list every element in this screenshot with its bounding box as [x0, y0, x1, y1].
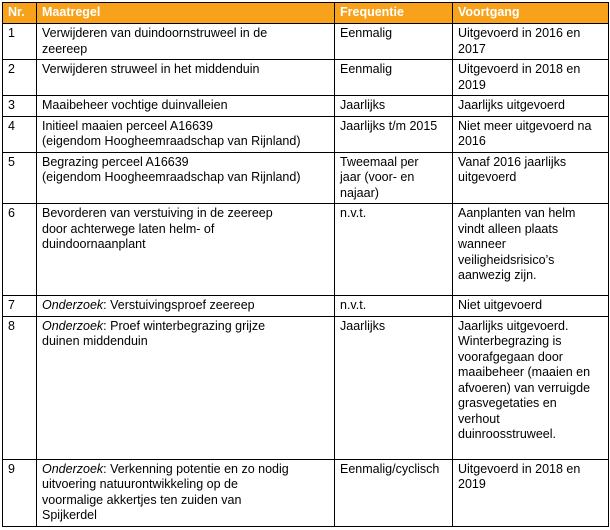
cell-voortgang	[453, 152, 609, 204]
cell-voortgang	[453, 24, 609, 60]
cell-line: Jaarlijks	[340, 318, 386, 333]
cell-voortgang	[453, 204, 609, 296]
cell-line: 2016	[458, 134, 486, 148]
maatregel-text: : Verstuivingsproef zeereep	[103, 298, 255, 312]
cell-maatregel	[37, 24, 335, 60]
cell-line: voorafgegaan door	[458, 349, 563, 364]
cell-frequentie	[335, 24, 453, 60]
cell-line: n.v.t.	[340, 206, 367, 220]
cell-frequentie	[335, 152, 453, 204]
cell-line: Jaarlijks	[340, 98, 386, 112]
cell-line: Jaarlijks t/m 2015	[340, 118, 438, 133]
onderzoek-label: Onderzoek	[42, 318, 104, 333]
cell-line: (eigendom Hoogheemraadschap van Rijnland)	[42, 134, 301, 148]
cell-frequentie	[335, 60, 453, 96]
cell-maatregel	[37, 316, 335, 459]
table-row	[3, 316, 609, 459]
cell-maatregel	[37, 204, 335, 296]
cell-line: uitvoering natuurontwikkeling op de	[42, 477, 238, 491]
cell-line: Uitgevoerd in 2018 en	[458, 461, 581, 476]
cell-voortgang	[453, 96, 609, 117]
cell-line: door achterwege laten helm- of	[42, 221, 215, 236]
table-row	[3, 296, 609, 317]
cell-nr: 3	[3, 96, 37, 117]
maatregel-text: : Verkenning potentie en zo nodig	[103, 461, 289, 476]
cell-line: Eenmalig/cyclisch	[340, 461, 440, 476]
maatregelen-table	[2, 2, 609, 527]
cell-line: n.v.t.	[340, 298, 367, 312]
cell-line: duinen middenduin	[42, 334, 148, 348]
cell-line: Niet meer uitgevoerd na	[458, 118, 592, 133]
header-row	[3, 3, 609, 24]
cell-nr: 4	[3, 116, 37, 152]
cell-line: 2019	[458, 77, 486, 92]
table-row	[3, 152, 609, 204]
cell-line: voormalige akkertjes ten zuiden van	[42, 492, 242, 507]
cell-line: Eenmalig	[340, 26, 393, 40]
cell-frequentie	[335, 204, 453, 296]
onderzoek-label: Onderzoek	[42, 461, 104, 476]
cell-line: Initieel maaien perceel A16639	[42, 118, 213, 133]
cell-line: (eigendom Hoogheemraadschap van Rijnland)	[42, 170, 301, 184]
cell-nr: 1	[3, 24, 37, 60]
cell-line: aanwezig zijn.	[458, 268, 537, 282]
cell-line	[42, 319, 329, 335]
cell-line: jaar (voor- en	[340, 170, 415, 184]
cell-line: Bevorderen van verstuiving in de zeereep	[42, 206, 273, 220]
cell-voortgang	[453, 316, 609, 459]
cell-maatregel	[37, 116, 335, 152]
cell-maatregel	[37, 96, 335, 117]
cell-line: najaar)	[340, 185, 379, 200]
table-row	[3, 116, 609, 152]
cell-maatregel	[37, 152, 335, 204]
table-row	[3, 60, 609, 96]
cell-line: grasvegetaties en	[458, 396, 557, 410]
cell-line: afvoeren) van verruigde	[458, 380, 591, 395]
cell-line: maaibeheer (maaien en	[458, 365, 591, 379]
cell-line: duindoornaanplant	[42, 237, 146, 251]
onderzoek-label: Onderzoek	[42, 298, 104, 312]
cell-line: vindt alleen plaats	[458, 221, 559, 236]
cell-line: Maaibeheer vochtige duinvalleien	[42, 98, 228, 112]
cell-nr: 9	[3, 459, 37, 526]
cell-line: Verwijderen struweel in het middenduin	[42, 62, 260, 76]
cell-line: Uitgevoerd in 2018 en	[458, 62, 581, 76]
cell-line: uitgevoerd	[458, 170, 517, 184]
cell-line	[42, 462, 329, 478]
cell-line: verhout	[458, 411, 500, 426]
cell-line: Spijkerdel	[42, 508, 97, 522]
table-body	[3, 24, 609, 527]
cell-nr: 5	[3, 152, 37, 204]
cell-line: Verwijderen van duindoornstruweel in de	[42, 26, 268, 40]
cell-voortgang	[453, 60, 609, 96]
cell-nr: 8	[3, 316, 37, 459]
cell-line: Begrazing perceel A16639	[42, 154, 189, 169]
maatregel-text: : Proef winterbegrazing grijze	[103, 318, 266, 333]
cell-line: 2019	[458, 477, 486, 491]
cell-voortgang	[453, 116, 609, 152]
cell-frequentie	[335, 96, 453, 117]
table-row	[3, 24, 609, 60]
cell-frequentie	[335, 316, 453, 459]
cell-line: Niet uitgevoerd	[458, 298, 543, 312]
cell-nr: 7	[3, 296, 37, 317]
header-voortgang: Voortgang	[453, 3, 609, 24]
cell-line	[42, 298, 329, 314]
cell-nr: 6	[3, 204, 37, 296]
cell-line: 2017	[458, 41, 486, 56]
table-row	[3, 96, 609, 117]
cell-voortgang	[453, 296, 609, 317]
cell-line: Winterbegrazing is	[458, 334, 562, 348]
table-row	[3, 204, 609, 296]
cell-maatregel	[37, 296, 335, 317]
table-row	[3, 459, 609, 526]
cell-line: Tweemaal per	[340, 154, 419, 169]
cell-line: Jaarlijks uitgevoerd	[458, 98, 565, 112]
cell-line: Uitgevoerd in 2016 en	[458, 26, 581, 40]
cell-frequentie	[335, 459, 453, 526]
cell-line: Aanplanten van helm	[458, 206, 576, 220]
cell-line: zeereep	[42, 41, 88, 56]
cell-line: Jaarlijks uitgevoerd.	[458, 318, 569, 333]
cell-maatregel	[37, 60, 335, 96]
cell-maatregel	[37, 459, 335, 526]
header-frequentie: Frequentie	[335, 3, 453, 24]
cell-line: duinroosstruweel.	[458, 427, 556, 441]
cell-line: Eenmalig	[340, 62, 393, 76]
cell-frequentie	[335, 116, 453, 152]
cell-line: wanneer	[458, 237, 506, 251]
cell-line: veiligheidsrisico’s	[458, 252, 555, 267]
cell-voortgang	[453, 459, 609, 526]
header-maatregel: Maatregel	[37, 3, 335, 24]
cell-nr: 2	[3, 60, 37, 96]
cell-frequentie	[335, 296, 453, 317]
cell-line: Vanaf 2016 jaarlijks	[458, 154, 567, 169]
header-nr: Nr.	[3, 3, 37, 24]
